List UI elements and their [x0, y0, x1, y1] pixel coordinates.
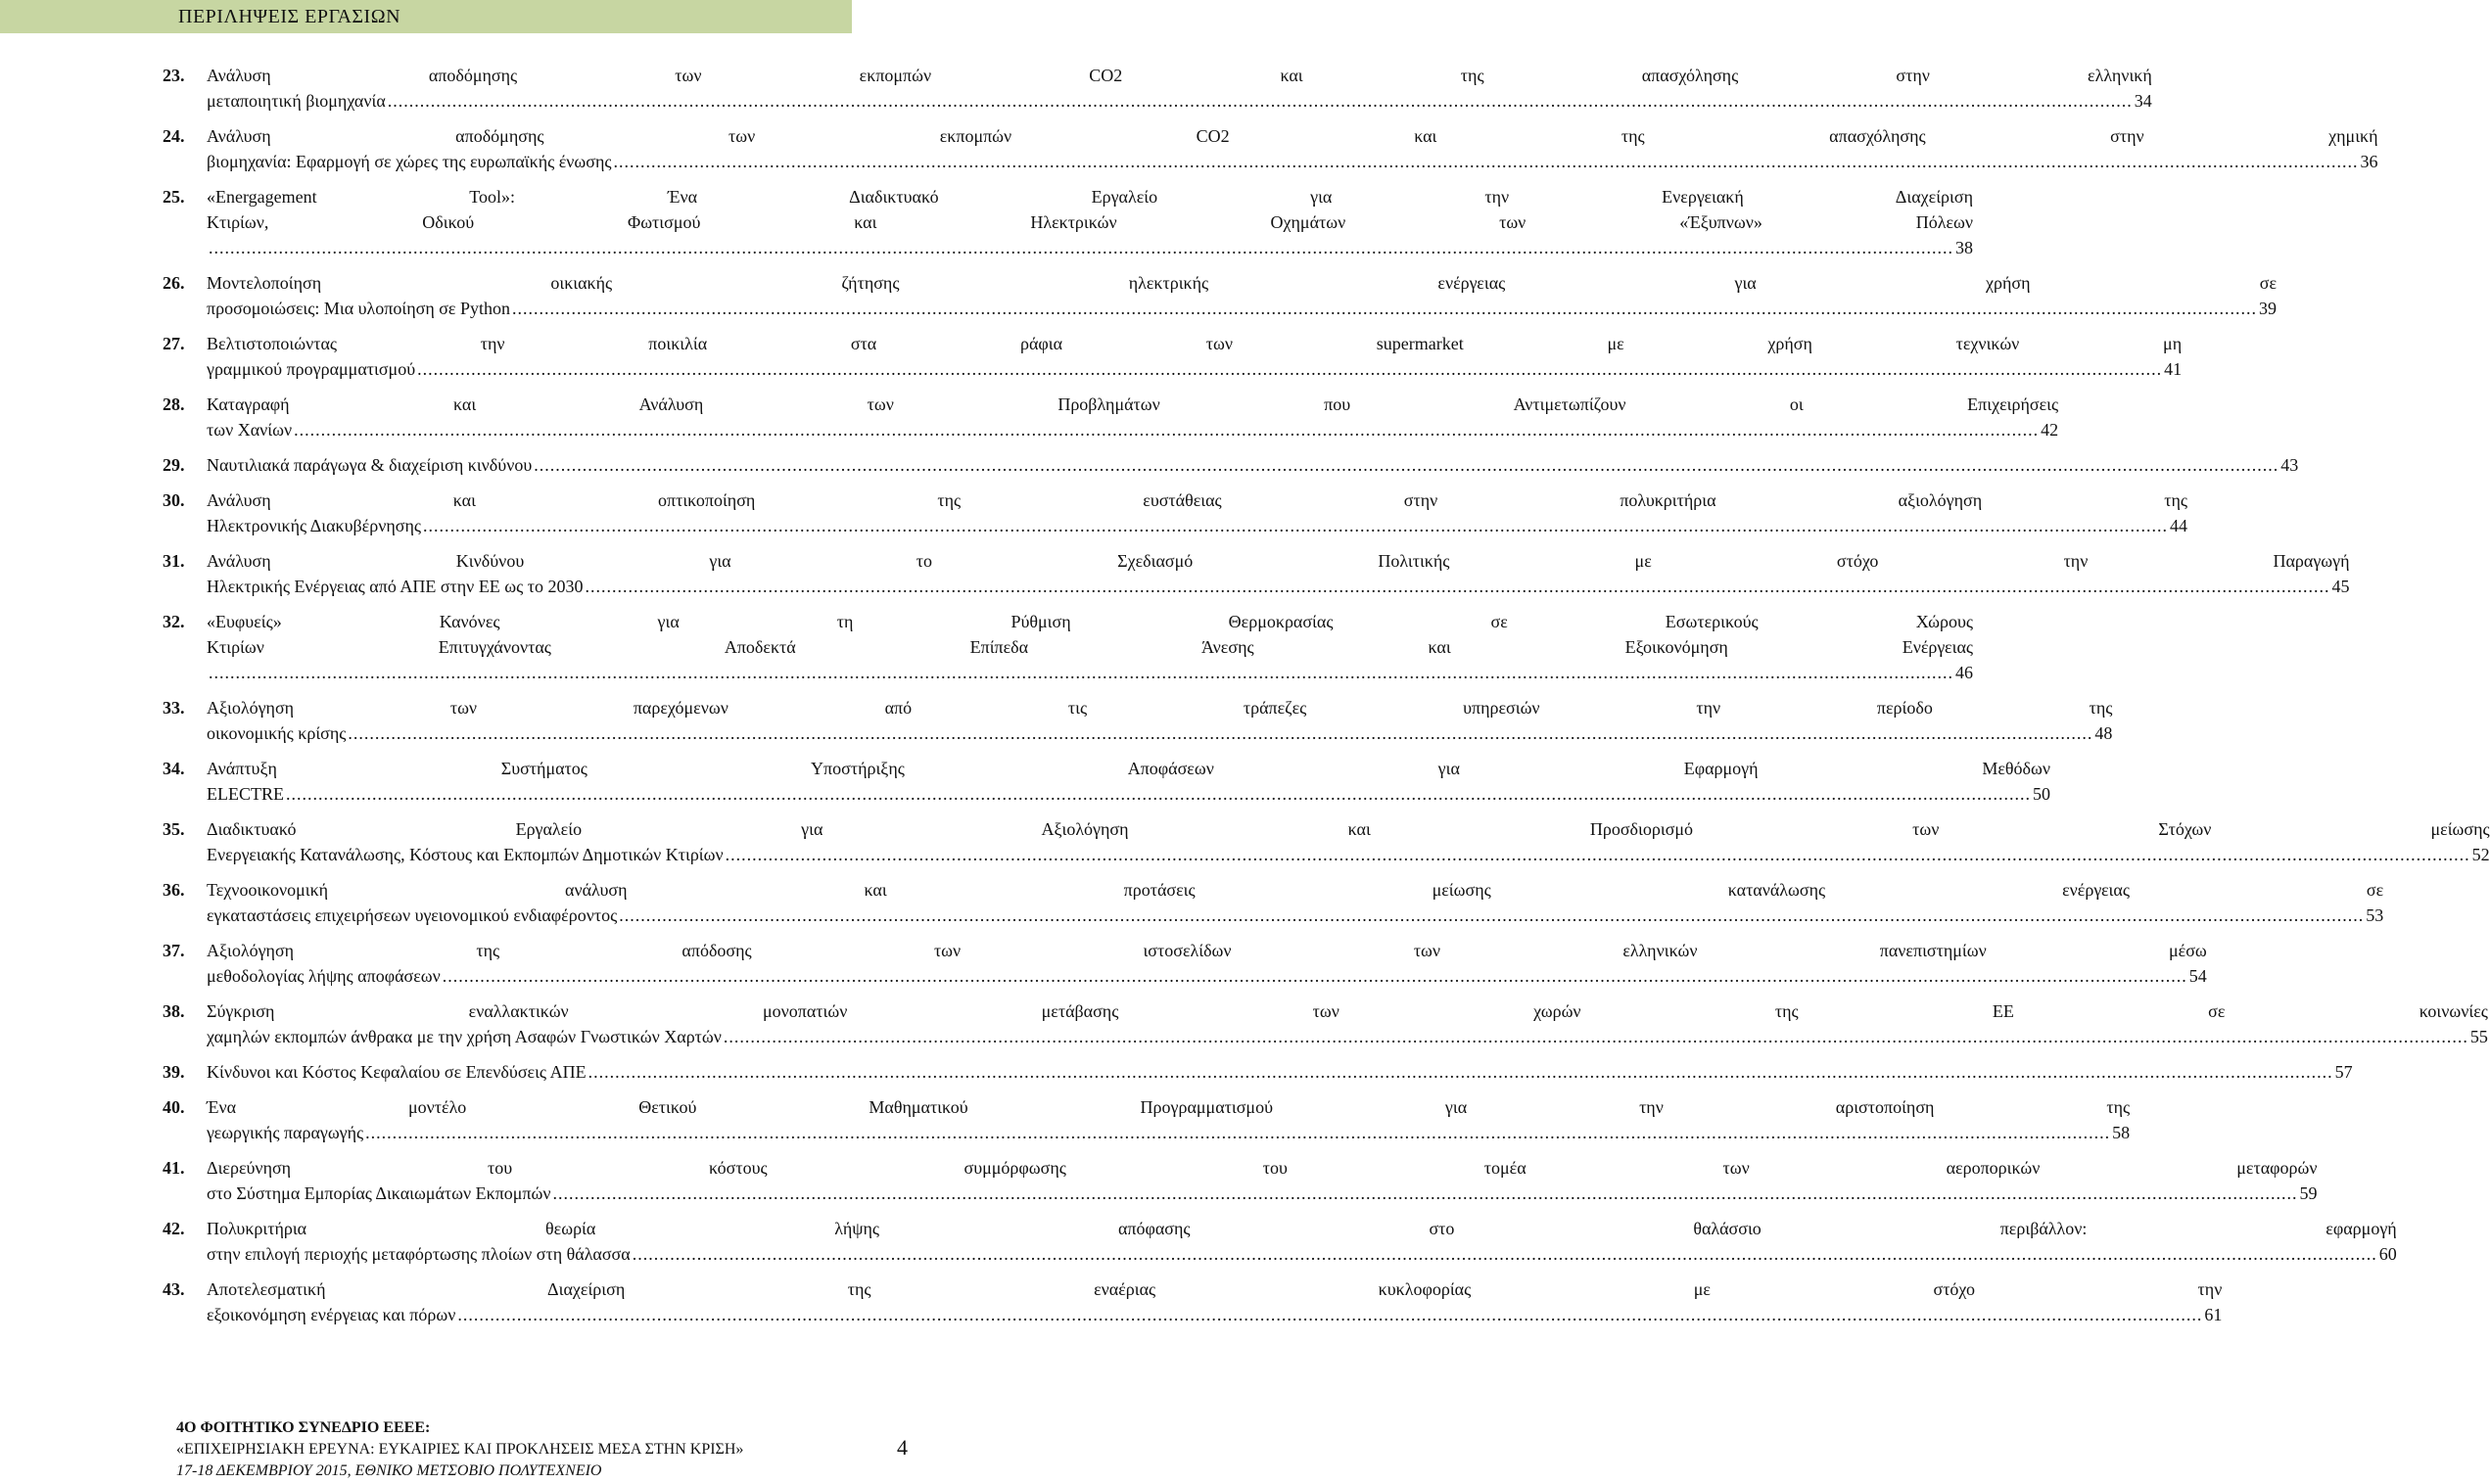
toc-entry-title-line: Κτιρίων, Οδικού Φωτισμού και Ηλεκτρικών Οχημάτων των «Έξυπνων» Πόλεων [207, 212, 1973, 232]
toc-entry-page-number: 36 [2360, 152, 2378, 171]
toc-entry-title-end: Ηλεκτρονικής Διακυβέρνησης [207, 516, 421, 535]
toc-entry-body [207, 877, 2383, 928]
toc-entry-title-end: Ηλεκτρικής Ενέργειας από ΑΠΕ στην ΕΕ ως το 2030 [207, 577, 584, 596]
toc-entry-title-end: χαμηλών εκπομπών άνθρακα με την χρήση Ασαφών Γνωστικών Χαρτών [207, 1027, 722, 1046]
toc-entry-leader-line [207, 417, 2058, 442]
toc-entry-leader-dots [423, 513, 2168, 538]
toc-entry-leader-line [207, 574, 2350, 599]
toc-entry-body [207, 184, 1973, 260]
toc-entry-number: 40. [163, 1097, 185, 1117]
toc-entry-title-line: Διαδικτυακό Εργαλείο για Αξιολόγηση και Προσδιορισμό των Στόχων μείωσης [207, 819, 2490, 839]
toc-entry-page-number: 61 [2204, 1305, 2223, 1324]
toc-entry-body [207, 816, 2490, 867]
toc-entry-title-end: ELECTRE [207, 784, 284, 804]
toc-entry [163, 548, 2350, 599]
toc-entry-number: 29. [163, 455, 185, 475]
toc-entry [163, 998, 2488, 1049]
toc-entry-leader-dots [417, 356, 2162, 382]
toc-entry-title-end: στην επιλογή περιοχής μεταφόρτωσης πλοίων στη θάλασσα [207, 1244, 631, 1264]
toc-entry-title-line: Αποτελεσματική Διαχείριση της εναέριας κυκλοφορίας με στόχο την [207, 1279, 2223, 1299]
toc-entry-body [207, 1276, 2222, 1327]
toc-entry-body [207, 609, 1973, 685]
toc-entry-body [207, 487, 2187, 538]
toc-entry-page-number: 50 [2033, 784, 2050, 804]
toc-entry [163, 184, 1973, 260]
toc-entry-title-line: Ανάλυση Κινδύνου για το Σχεδιασμό Πολιτικής με στόχο την Παραγωγή [207, 551, 2350, 571]
toc-entry-leader-dots [457, 1302, 2202, 1327]
toc-entry-leader-dots [443, 963, 2187, 989]
toc-entry-title-end: Ναυτιλιακά παράγωγα & διαχείριση κινδύνου [207, 455, 533, 475]
toc-entry-title-line: Σύγκριση εναλλακτικών μονοπατιών μετάβασης των χωρών της ΕΕ σε κοινωνίες [207, 1001, 2488, 1021]
toc-entry-page-number: 44 [2170, 516, 2187, 535]
toc-entry-number: 39. [163, 1062, 185, 1082]
toc-entry-leader-line [207, 720, 2112, 746]
toc-entry-body [207, 270, 2277, 321]
toc-entry-title-end: στο Σύστημα Εμπορίας Δικαιωμάτων Εκπομπών [207, 1183, 551, 1203]
toc-entry-leader-dots [365, 1120, 2110, 1145]
toc-entry-body [207, 756, 2050, 807]
toc-entry [163, 270, 2277, 321]
toc-entry-page-number: 38 [1955, 238, 1973, 257]
toc-entry-number: 38. [163, 1001, 185, 1021]
toc-entry-body [207, 452, 2298, 478]
toc-entry-leader-dots [209, 235, 1953, 260]
toc-entry-title-line: «Ευφυείς» Κανόνες για τη Ρύθμιση Θερμοκρασίας σε Εσωτερικούς Χώρους [207, 612, 1973, 631]
toc-entry-title-line: Ανάπτυξη Συστήματος Υποστήριξης Αποφάσεων για Εφαρμογή Μεθόδων [207, 759, 2050, 778]
toc-entry-leader-line [207, 452, 2298, 478]
toc-entry-number: 25. [163, 187, 185, 207]
toc-entry-number: 31. [163, 551, 185, 571]
toc-entry-body [207, 331, 2182, 382]
toc-entry-leader-dots [512, 296, 2257, 321]
toc-entry [163, 63, 2152, 114]
toc-entry [163, 1276, 2223, 1327]
toc-entry-number: 43. [163, 1279, 185, 1299]
toc-entry-leader-line [207, 513, 2187, 538]
toc-entry [163, 938, 2207, 989]
toc-entry-title-end: προσομοιώσεις: Μια υλοποίηση σε Python [207, 299, 510, 318]
toc-entry-title-line: Μοντελοποίηση οικιακής ζήτησης ηλεκτρικής ενέργειας για χρήση σε [207, 273, 2277, 293]
toc-entry-title-end: γεωργικής παραγωγής [207, 1123, 364, 1142]
toc-entry-leader-line [207, 1181, 2318, 1206]
toc-entry [163, 452, 2299, 478]
toc-entry-leader-dots [588, 1059, 2333, 1085]
toc-entry-leader-line [207, 1059, 2353, 1085]
toc-entry-body [207, 123, 2378, 174]
toc-entry-leader-dots [726, 842, 2470, 867]
toc-entry-leader-dots [534, 452, 2279, 478]
toc-entry-title-end: εγκαταστάσεις επιχειρήσεων υγειονομικού ενδιαφέροντος [207, 905, 618, 925]
toc-entry-number: 26. [163, 273, 185, 293]
toc-entry [163, 487, 2187, 538]
toc-entry-title-end: Ενεργειακής Κατανάλωσης, Κόστους και Εκπομπών Δημοτικών Κτιρίων [207, 845, 724, 864]
toc-entry-title-line: Ένα μοντέλο Θετικού Μαθηματικού Προγραμματισμού για την αριστοποίηση της [207, 1097, 2131, 1117]
toc-entry-body [207, 695, 2112, 746]
toc-entry-title-line: Αξιολόγηση της απόδοσης των ιστοσελίδων των ελληνικών πανεπιστημίων μέσω [207, 941, 2207, 960]
toc-entry-page-number: 57 [2334, 1062, 2353, 1082]
toc-entry-page-number: 39 [2259, 299, 2277, 318]
toc-entry-title-end: εξοικονόμηση ενέργειας και πόρων [207, 1305, 456, 1324]
toc-entry-page-number: 42 [2041, 420, 2059, 440]
toc-entry-leader-dots [388, 88, 2133, 114]
toc-entry-title-line: «Energagement Tool»: Ένα Διαδικτυακό Εργαλείο για την Ενεργειακή Διαχείριση [207, 187, 1973, 207]
toc-entry-title-line: Τεχνοοικονομική ανάλυση και προτάσεις μείωσης κατανάλωσης ενέργειας σε [207, 880, 2384, 900]
toc-entry-page-number: 52 [2471, 845, 2490, 864]
toc-entry-number: 27. [163, 334, 185, 353]
toc-entry-leader-line [207, 235, 1973, 260]
toc-entry-leader-line [207, 88, 2152, 114]
toc-entry-leader-line [207, 1302, 2222, 1327]
toc-entry-body [207, 1216, 2397, 1267]
footer-conference-title: 4Ο ΦΟΙΤΗΤΙΚΟ ΣΥΝΕΔΡΙΟ ΕΕΕΕ: [176, 1419, 431, 1436]
toc-entry-number: 33. [163, 698, 185, 718]
footer-conference-theme: «ΕΠΙΧΕΙΡΗΣΙΑΚΗ ΕΡΕΥΝΑ: ΕΥΚΑΙΡΙΕΣ ΚΑΙ ΠΡΟΚΛΗΣΕΙΣ ΜΕΣΑ ΣΤΗΝ ΚΡΙΣΗ» [176, 1441, 744, 1458]
toc-entry-page-number: 58 [2112, 1123, 2131, 1142]
toc-entry-number: 23. [163, 66, 185, 85]
toc-entry-leader-line [207, 842, 2490, 867]
toc-entry-page-number: 54 [2188, 966, 2207, 986]
toc-entry-page-number: 43 [2280, 455, 2299, 475]
toc-entry [163, 609, 1973, 685]
toc-entry-leader-dots [614, 149, 2359, 174]
toc-entry [163, 392, 2059, 442]
toc-entry-body [207, 938, 2207, 989]
toc-entry-title-line: Διερεύνηση του κόστους συμμόρφωσης του τομέα των αεροπορικών μεταφορών [207, 1158, 2318, 1178]
toc-entry-leader-line [207, 963, 2207, 989]
toc-entry-title-line: Πολυκριτήρια θεωρία λήψης απόφασης στο θαλάσσιο περιβάλλον: εφαρμογή [207, 1219, 2397, 1238]
toc-entry-leader-dots [294, 417, 2039, 442]
toc-entry-leader-dots [209, 660, 1953, 685]
toc-entry [163, 816, 2490, 867]
toc-entry-leader-dots [553, 1181, 2298, 1206]
toc-entry [163, 695, 2113, 746]
toc-entry-leader-dots [619, 903, 2364, 928]
toc-entry-leader-line [207, 1024, 2488, 1049]
toc-entry-leader-dots [586, 574, 2330, 599]
table-of-contents [163, 63, 2490, 1337]
toc-entry-leader-line [207, 1120, 2130, 1145]
toc-entry-page-number: 34 [2134, 91, 2152, 111]
toc-entry [163, 123, 2378, 174]
toc-entry-number: 28. [163, 394, 185, 414]
toc-entry-title-end: μεθοδολογίας λήψης αποφάσεων [207, 966, 441, 986]
toc-entry [163, 1059, 2353, 1085]
toc-entry [163, 331, 2183, 382]
toc-entry-leader-dots [348, 720, 2092, 746]
toc-entry-page-number: 48 [2094, 723, 2113, 743]
toc-entry-leader-line [207, 903, 2383, 928]
toc-entry-leader-line [207, 1241, 2397, 1267]
toc-entry-page-number: 59 [2299, 1183, 2318, 1203]
toc-entry-body [207, 998, 2488, 1049]
toc-entry [163, 1216, 2397, 1267]
toc-entry-page-number: 53 [2366, 905, 2384, 925]
toc-entry-leader-dots [633, 1241, 2377, 1267]
header-band [0, 0, 852, 33]
toc-entry-page-number: 46 [1955, 663, 1973, 682]
footer-conference-date-venue: 17-18 ΔΕΚΕΜΒΡΙΟΥ 2015, ΕΘΝΙΚΟ ΜΕΤΣΟΒΙΟ ΠΟΛΥΤΕΧΝΕΙΟ [176, 1462, 602, 1479]
toc-entry-page-number: 55 [2469, 1027, 2488, 1046]
toc-entry-leader-line [207, 356, 2182, 382]
toc-entry [163, 877, 2384, 928]
toc-entry-leader-line [207, 660, 1973, 685]
toc-entry-title-line: Ανάλυση και οπτικοποίηση της ευστάθειας στην πολυκριτήρια αξιολόγηση της [207, 490, 2187, 510]
toc-entry-body [207, 63, 2152, 114]
toc-entry-body [207, 392, 2058, 442]
toc-entry-leader-line [207, 149, 2378, 174]
toc-entry-number: 24. [163, 126, 185, 146]
toc-entry-body [207, 1059, 2353, 1085]
toc-entry-leader-dots [724, 1024, 2468, 1049]
toc-entry-page-number: 60 [2378, 1244, 2397, 1264]
toc-entry-number: 37. [163, 941, 185, 960]
toc-entry-body [207, 1155, 2318, 1206]
toc-entry-number: 42. [163, 1219, 185, 1238]
footer [176, 1417, 920, 1482]
toc-entry-number: 32. [163, 612, 185, 631]
toc-entry [163, 1155, 2318, 1206]
header-title: ΠΕΡΙΛΗΨΕΙΣ ΕΡΓΑΣΙΩΝ [178, 6, 401, 27]
toc-entry-number: 34. [163, 759, 185, 778]
toc-entry-leader-line [207, 296, 2277, 321]
toc-entry-title-line: Καταγραφή και Ανάλυση των Προβλημάτων που Αντιμετωπίζουν οι Επιχειρήσεις [207, 394, 2059, 414]
toc-entry-title-line: Ανάλυση αποδόμησης των εκπομπών CO2 και της απασχόλησης στην χημική [207, 126, 2378, 146]
toc-entry-title-end: Κίνδυνοι και Κόστος Κεφαλαίου σε Επενδύσεις ΑΠΕ [207, 1062, 587, 1082]
toc-entry-leader-line [207, 781, 2050, 807]
toc-entry-number: 30. [163, 490, 185, 510]
toc-entry-body [207, 548, 2350, 599]
toc-entry-leader-dots [286, 781, 2031, 807]
toc-entry-page-number: 41 [2164, 359, 2183, 379]
toc-entry-number: 35. [163, 819, 185, 839]
toc-entry-title-line: Ανάλυση αποδόμησης των εκπομπών CO2 και της απασχόλησης στην ελληνική [207, 66, 2152, 85]
toc-entry-page-number: 45 [2331, 577, 2350, 596]
toc-entry [163, 1094, 2131, 1145]
toc-entry-title-line: Βελτιστοποιώντας την ποικιλία στα ράφια των supermarket με χρήση τεχνικών μη [207, 334, 2183, 353]
toc-entry-title-end: γραμμικού προγραμματισμού [207, 359, 416, 379]
toc-entry-title-line: Κτιρίων Επιτυγχάνοντας Αποδεκτά Επίπεδα Άνεσης και Εξοικονόμηση Ενέργειας [207, 637, 1973, 657]
toc-entry-title-end: των Χανίων [207, 420, 293, 440]
toc-entry-title-end: βιομηχανία: Εφαρμογή σε χώρες της ευρωπαϊκής ένωσης [207, 152, 612, 171]
page-number: 4 [897, 1435, 908, 1460]
toc-entry [163, 756, 2050, 807]
toc-entry-title-line: Αξιολόγηση των παρεχόμενων από τις τράπεζες υπηρεσιών την περίοδο της [207, 698, 2113, 718]
toc-entry-number: 41. [163, 1158, 185, 1178]
toc-entry-title-end: οικονομικής κρίσης [207, 723, 347, 743]
toc-entry-number: 36. [163, 880, 185, 900]
toc-entry-title-end: μεταποιητική βιομηχανία [207, 91, 386, 111]
toc-entry-body [207, 1094, 2130, 1145]
